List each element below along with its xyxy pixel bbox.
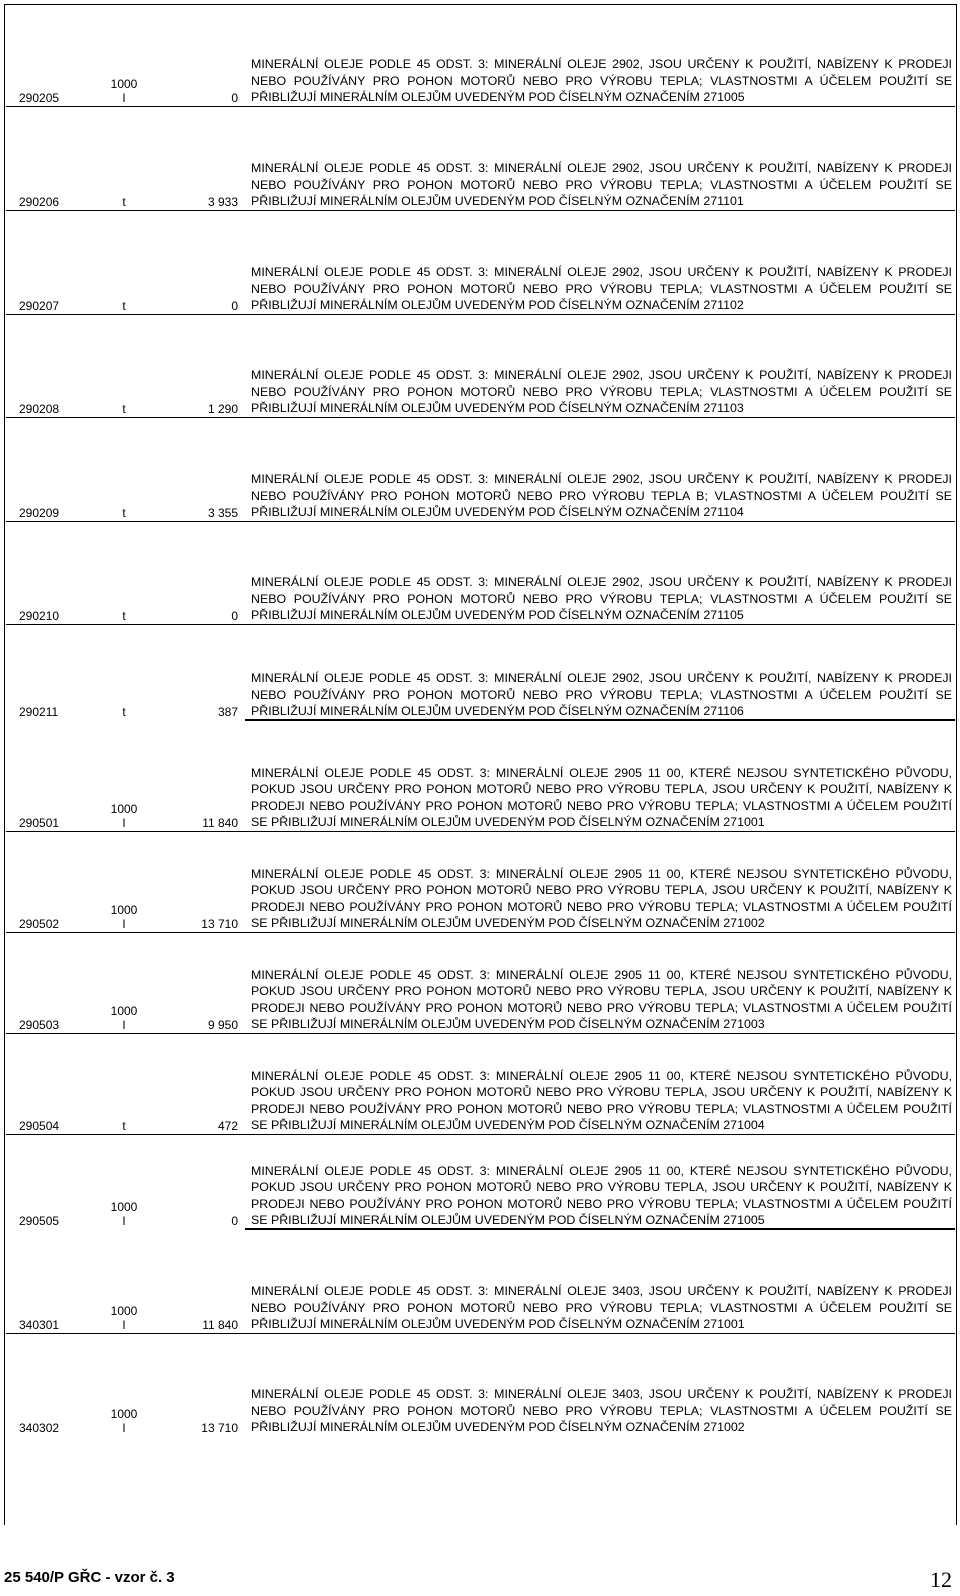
quantity: 3 355 — [207, 506, 238, 520]
item-description: MINERÁLNÍ OLEJE PODLE 45 ODST. 3: MINERÁLNÍ OLEJE 3403, JSOU URČENY K POUŽITÍ, NABÍZENY K PRODEJI NEBO POUŽÍVÁNY PRO POHON MOTORŮ NEBO PRO VÝROBU TEPLA; VLASTNOSTMI A ÚČELEM POUŽITÍ SE PŘIBLIŽUJÍ MINERÁLNÍM OLEJŮM UVEDENÝM POD ČÍSELNÝM OZNAČENÍM 271001 — [251, 1284, 952, 1331]
quantity: 11 840 — [202, 816, 238, 830]
quantity: 3 933 — [207, 195, 238, 209]
item-code: 290501 — [19, 816, 60, 830]
item-code: 340301 — [19, 1318, 60, 1332]
unit-of-measure: t — [122, 1119, 126, 1133]
item-description: MINERÁLNÍ OLEJE PODLE 45 ODST. 3: MINERÁLNÍ OLEJE 2902, JSOU URČENY K POUŽITÍ, NABÍZENY K PRODEJI NEBO POUŽÍVÁNY PRO POHON MOTORŮ NEBO PRO VÝROBU TEPLA; VLASTNOSTMI A ÚČELEM POUŽITÍ SE PŘIBLIŽUJÍ MINERÁLNÍM OLEJŮM UVEDENÝM POD ČÍSELNÝM OZNAČENÍM 271005 — [251, 57, 952, 104]
quantity: 472 — [217, 1119, 238, 1133]
item-description: MINERÁLNÍ OLEJE PODLE 45 ODST. 3: MINERÁLNÍ OLEJE 3403, JSOU URČENY K POUŽITÍ, NABÍZENY K PRODEJI NEBO POUŽÍVÁNY PRO POHON MOTORŮ NEBO PRO VÝROBU TEPLA; VLASTNOSTMI A ÚČELEM POUŽITÍ SE PŘIBLIŽUJÍ MINERÁLNÍM OLEJŮM UVEDENÝM POD ČÍSELNÝM OZNAČENÍM 271002 — [251, 1387, 952, 1434]
item-description: MINERÁLNÍ OLEJE PODLE 45 ODST. 3: MINERÁLNÍ OLEJE 2902, JSOU URČENY K POUŽITÍ, NABÍZENY K PRODEJI NEBO POUŽÍVÁNY PRO POHON MOTORŮ NEBO PRO VÝROBU TEPLA; VLASTNOSTMI A ÚČELEM POUŽITÍ SE PŘIBLIŽUJÍ MINERÁLNÍM OLEJŮM UVEDENÝM POD ČÍSELNÝM OZNAČENÍM 271106 — [251, 671, 952, 718]
quantity: 0 — [231, 1214, 238, 1228]
quantity: 11 840 — [202, 1318, 238, 1332]
table-row — [5, 522, 956, 625]
quantity: 9 950 — [207, 1018, 238, 1032]
unit-of-measure: t — [122, 402, 126, 416]
quantity: 0 — [231, 91, 238, 105]
item-code: 290502 — [19, 917, 60, 931]
quantity: 13 710 — [201, 1421, 238, 1435]
unit-of-measure: t — [122, 609, 126, 623]
table-row — [5, 933, 956, 1034]
item-code: 290211 — [19, 705, 59, 719]
unit-of-measure: 1000 l — [110, 1304, 138, 1332]
item-code: 290209 — [19, 506, 60, 520]
quantity: 0 — [231, 609, 238, 623]
item-code: 340302 — [19, 1421, 60, 1435]
item-code: 290208 — [19, 402, 60, 416]
unit-of-measure: t — [122, 506, 126, 520]
unit-of-measure: 1000 l — [110, 903, 138, 931]
item-code: 290505 — [19, 1214, 60, 1228]
item-description: MINERÁLNÍ OLEJE PODLE 45 ODST. 3: MINERÁLNÍ OLEJE 2902, JSOU URČENY K POUŽITÍ, NABÍZENY K PRODEJI NEBO POUŽÍVÁNY PRO POHON MOTORŮ NEBO PRO VÝROBU TEPLA; VLASTNOSTMI A ÚČELEM POUŽITÍ SE PŘIBLIŽUJÍ MINERÁLNÍM OLEJŮM UVEDENÝM POD ČÍSELNÝM OZNAČENÍM 271101 — [251, 161, 952, 208]
unit-of-measure: 1000 l — [110, 802, 138, 830]
record-table — [4, 4, 957, 1525]
table-row — [5, 5, 956, 107]
page-number: 12 — [930, 1567, 952, 1592]
unit-of-measure: t — [122, 299, 126, 313]
item-code: 290210 — [19, 609, 60, 623]
item-description: MINERÁLNÍ OLEJE PODLE 45 ODST. 3: MINERÁLNÍ OLEJE 2905 11 00, KTERÉ NEJSOU SYNTETICKÉHO PŮVODU, POKUD JSOU URČENY PRO POHON MOTORŮ NEBO PRO VÝROBU TEPLA, JSOU URČENY K POUŽITÍ, NABÍZENY K PRODEJI NEBO POUŽÍVÁNY PRO POHON MOTORŮ NEBO PRO VÝROBU TEPLA; VLASTNOSTMI A ÚČELEM POUŽITÍ SE PŘIBLIŽUJÍ MINERÁLNÍM OLEJŮM UVEDENÝM POD ČÍSELNÝM OZNAČENÍM 271001 — [251, 766, 952, 829]
table-row — [5, 211, 956, 315]
item-description: MINERÁLNÍ OLEJE PODLE 45 ODST. 3: MINERÁLNÍ OLEJE 2905 11 00, KTERÉ NEJSOU SYNTETICKÉHO PŮVODU, POKUD JSOU URČENY PRO POHON MOTORŮ NEBO PRO VÝROBU TEPLA, JSOU URČENY K POUŽITÍ, NABÍZENY K PRODEJI NEBO POUŽÍVÁNY PRO POHON MOTORŮ NEBO PRO VÝROBU TEPLA; VLASTNOSTMI A ÚČELEM POUŽITÍ SE PŘIBLIŽUJÍ MINERÁLNÍM OLEJŮM UVEDENÝM POD ČÍSELNÝM OZNAČENÍM 271003 — [251, 968, 952, 1031]
table-row — [5, 1034, 956, 1135]
item-description: MINERÁLNÍ OLEJE PODLE 45 ODST. 3: MINERÁLNÍ OLEJE 2902, JSOU URČENY K POUŽITÍ, NABÍZENY K PRODEJI NEBO POUŽÍVÁNY PRO POHON MOTORŮ NEBO PRO VÝROBU TEPLA; VLASTNOSTMI A ÚČELEM POUŽITÍ SE PŘIBLIŽUJÍ MINERÁLNÍM OLEJŮM UVEDENÝM POD ČÍSELNÝM OZNAČENÍM 271103 — [251, 368, 952, 415]
table-row — [5, 832, 956, 933]
item-code: 290205 — [19, 91, 60, 105]
quantity: 1 290 — [207, 402, 238, 416]
table-row — [5, 315, 956, 418]
item-description: MINERÁLNÍ OLEJE PODLE 45 ODST. 3: MINERÁLNÍ OLEJE 2905 11 00, KTERÉ NEJSOU SYNTETICKÉHO PŮVODU, POKUD JSOU URČENY PRO POHON MOTORŮ NEBO PRO VÝROBU TEPLA, JSOU URČENY K POUŽITÍ, NABÍZENY K PRODEJI NEBO POUŽÍVÁNY PRO POHON MOTORŮ NEBO PRO VÝROBU TEPLA; VLASTNOSTMI A ÚČELEM POUŽITÍ SE PŘIBLIŽUJÍ MINERÁLNÍM OLEJŮM UVEDENÝM POD ČÍSELNÝM OZNAČENÍM 271005 — [251, 1164, 952, 1227]
table-row — [5, 107, 956, 211]
item-code: 290206 — [19, 195, 60, 209]
unit-of-measure: t — [122, 705, 126, 719]
table-row — [5, 1135, 956, 1230]
unit-of-measure: 1000 l — [110, 1004, 138, 1032]
item-code: 290504 — [19, 1119, 60, 1133]
table-row — [5, 721, 956, 832]
table-row — [5, 418, 956, 522]
unit-of-measure: 1000 l — [110, 77, 138, 105]
unit-of-measure: 1000 l — [110, 1200, 138, 1228]
item-description: MINERÁLNÍ OLEJE PODLE 45 ODST. 3: MINERÁLNÍ OLEJE 2902, JSOU URČENY K POUŽITÍ, NABÍZENY K PRODEJI NEBO POUŽÍVÁNY PRO POHON MOTORŮ NEBO PRO VÝROBU TEPLA; VLASTNOSTMI A ÚČELEM POUŽITÍ SE PŘIBLIŽUJÍ MINERÁLNÍM OLEJŮM UVEDENÝM POD ČÍSELNÝM OZNAČENÍM 271105 — [251, 575, 952, 622]
item-code: 290503 — [19, 1018, 60, 1032]
table-row — [5, 625, 956, 721]
item-description: MINERÁLNÍ OLEJE PODLE 45 ODST. 3: MINERÁLNÍ OLEJE 2905 11 00, KTERÉ NEJSOU SYNTETICKÉHO PŮVODU, POKUD JSOU URČENY PRO POHON MOTORŮ NEBO PRO VÝROBU TEPLA, JSOU URČENY K POUŽITÍ, NABÍZENY K PRODEJI NEBO POUŽÍVÁNY PRO POHON MOTORŮ NEBO PRO VÝROBU TEPLA; VLASTNOSTMI A ÚČELEM POUŽITÍ SE PŘIBLIŽUJÍ MINERÁLNÍM OLEJŮM UVEDENÝM POD ČÍSELNÝM OZNAČENÍM 271002 — [251, 867, 952, 930]
table-row — [5, 1334, 956, 1437]
unit-of-measure: t — [122, 195, 126, 209]
table-row — [5, 1230, 956, 1334]
item-description: MINERÁLNÍ OLEJE PODLE 45 ODST. 3: MINERÁLNÍ OLEJE 2905 11 00, KTERÉ NEJSOU SYNTETICKÉHO PŮVODU, POKUD JSOU URČENY PRO POHON MOTORŮ NEBO PRO VÝROBU TEPLA, JSOU URČENY K POUŽITÍ, NABÍZENY K PRODEJI NEBO POUŽÍVÁNY PRO POHON MOTORŮ NEBO PRO VÝROBU TEPLA; VLASTNOSTMI A ÚČELEM POUŽITÍ SE PŘIBLIŽUJÍ MINERÁLNÍM OLEJŮM UVEDENÝM POD ČÍSELNÝM OZNAČENÍM 271004 — [251, 1069, 952, 1132]
form-identifier: 25 540/P GŘC - vzor č. 3 — [4, 1569, 175, 1586]
unit-of-measure: 1000 l — [110, 1407, 138, 1435]
quantity: 0 — [231, 299, 238, 313]
quantity: 13 710 — [201, 917, 238, 931]
item-description: MINERÁLNÍ OLEJE PODLE 45 ODST. 3: MINERÁLNÍ OLEJE 2902, JSOU URČENY K POUŽITÍ, NABÍZENY K PRODEJI NEBO POUŽÍVÁNY PRO POHON MOTORŮ NEBO PRO VÝROBU TEPLA B; VLASTNOSTMI A ÚČELEM POUŽITÍ SE PŘIBLIŽUJÍ MINERÁLNÍM OLEJŮM UVEDENÝM POD ČÍSELNÝM OZNAČENÍM 271104 — [251, 472, 952, 519]
item-code: 290207 — [19, 299, 60, 313]
quantity: 387 — [217, 705, 238, 719]
item-description: MINERÁLNÍ OLEJE PODLE 45 ODST. 3: MINERÁLNÍ OLEJE 2902, JSOU URČENY K POUŽITÍ, NABÍZENY K PRODEJI NEBO POUŽÍVÁNY PRO POHON MOTORŮ NEBO PRO VÝROBU TEPLA; VLASTNOSTMI A ÚČELEM POUŽITÍ SE PŘIBLIŽUJÍ MINERÁLNÍM OLEJŮM UVEDENÝM POD ČÍSELNÝM OZNAČENÍM 271102 — [251, 265, 952, 312]
